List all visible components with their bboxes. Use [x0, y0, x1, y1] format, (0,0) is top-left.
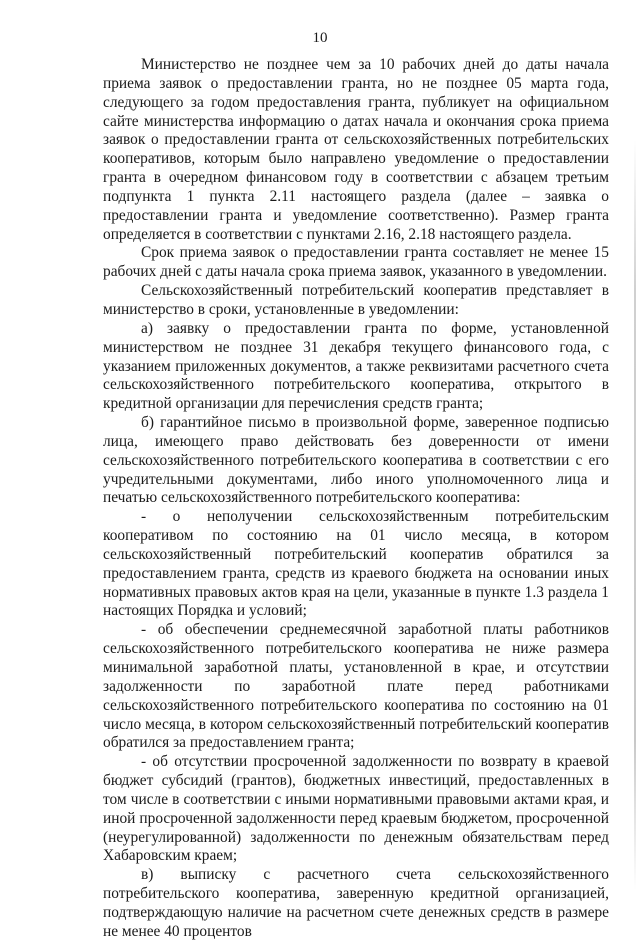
list-item-v: в) выписку с расчетного счета сельскохозяйственного потребительского кооператива, заверенную кредитной организацией, подтверждающую наличие на расчетном счете денежных средств в размере не менее 40 процентов — [103, 866, 609, 940]
sub-item-no-funds: - о неполучении сельскохозяйственным потребительским кооперативом по состоянию на 01 число месяца, в котором сельскохозяйственный потребительский кооператив обратился за предоставлением гранта, средств из краевого бюджета на основании иных нормативных правовых актов края на цели, указанные в пункте 1.3 раздела 1 настоящих Порядка и условий; — [103, 508, 609, 620]
paragraph-intro: Министерство не позднее чем за 10 рабочих дней до даты начала приема заявок о предоставлении гранта, но не позднее 05 марта года, следующего за годом предоставления гранта, публикует на официальном сайте министерства информацию о датах начала и окончания срока приема заявок о предоставлении гранта от сельскохозяйственных потребительских кооперативов, которым было направлено уведомление о предоставлении гранта в очередном финансовом году в соответствии с абзацем третьим подпункта 1 пункта 2.11 настоящего раздела (далее – заявка о предоставлении гранта и уведомление соответственно). Размер гранта определяется в соответствии с пунктами 2.16, 2.18 настоящего раздела. — [103, 56, 609, 243]
paragraph-submission: Сельскохозяйственный потребительский кооператив представляет в министерство в сроки, установленные в уведомлении: — [103, 282, 609, 318]
list-item-b: б) гарантийное письмо в произвольной форме, заверенное подписью лица, имеющего право действовать без доверенности от имени сельскохозяйственного потребительского кооператива в соответствии с его учредительными документами, либо иного уполномоченного лица и печатью сельскохозяйственного потребительского кооператива: — [103, 414, 609, 507]
body-text — [103, 56, 609, 942]
paragraph-deadline: Срок приема заявок о предоставлении гранта составляет не менее 15 рабочих дней с даты начала срока приема заявок, указанного в уведомлении. — [103, 244, 609, 281]
page-number: 10 — [312, 30, 328, 46]
list-item-a: а) заявку о предоставлении гранта по форме, установленной министерством не позднее 31 декабря текущего финансового года, с указанием приложенных документов, а также реквизитами расчетного счета сельскохозяйственного потребительского кооператива, открытого в кредитной организации для перечисления средств гранта; — [103, 319, 609, 413]
sub-item-salary: - об обеспечении среднемесячной заработной платы работников сельскохозяйственного потребительского кооператива не ниже размера минимальной заработной платы, установленной в крае, и отсутствии задолженности по заработной плате перед работниками сельскохозяйственного потребительского кооператива по состоянию на 01 число месяца, в котором сельскохозяйственный потребительский кооператив обратился за предоставлением гранта; — [103, 621, 609, 752]
scan-edge-shadow — [634, 140, 636, 890]
sub-item-no-debt: - об отсутствии просроченной задолженности по возврату в краевой бюджет субсидий (грантов), бюджетных инвестиций, предоставленных в том числе в соответствии с иными нормативными правовыми актами края, и иной просроченной задолженности перед краевым бюджетом, просроченной (неурегулированной) задолженности по денежным обязательствам перед Хабаровским краем; — [103, 753, 609, 865]
